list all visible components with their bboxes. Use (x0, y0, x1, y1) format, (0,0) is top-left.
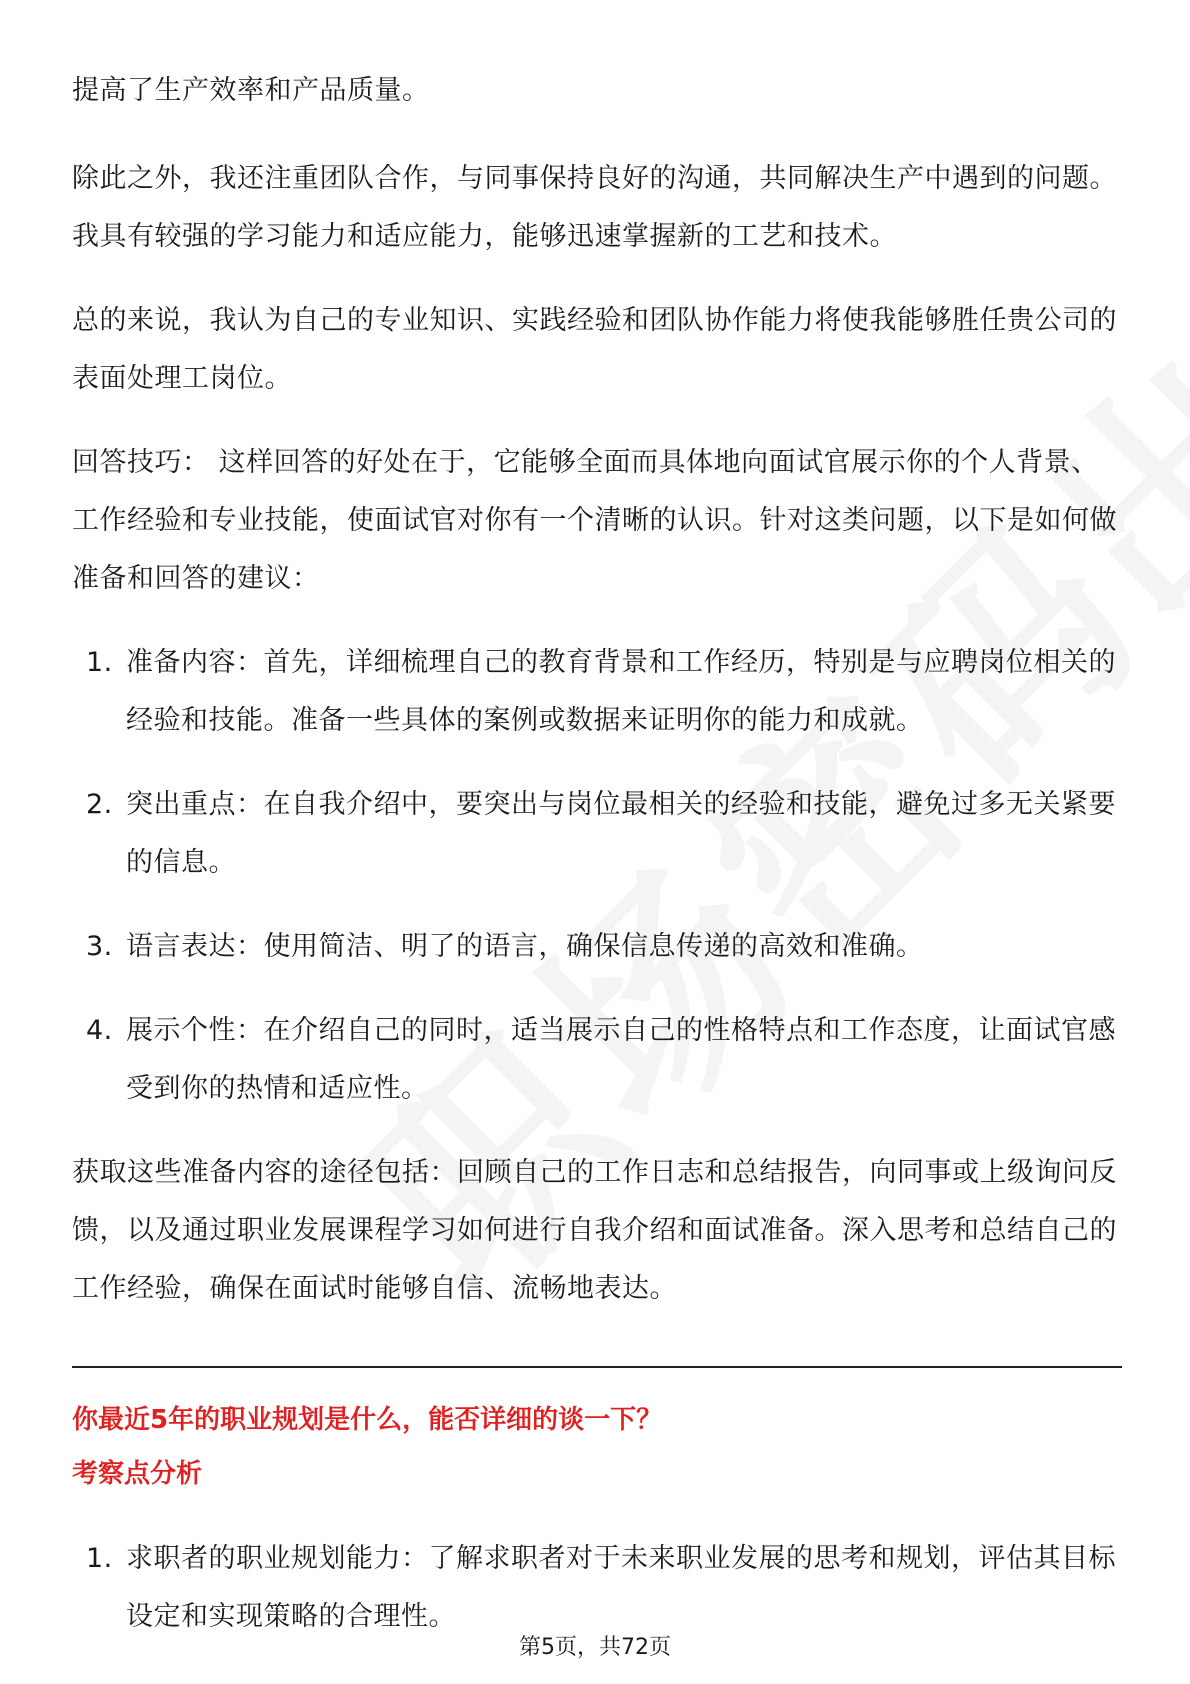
page-content (72, 62, 1122, 1672)
section-divider (72, 1366, 1122, 1368)
list-number: 1. (86, 647, 113, 678)
list-number: 3. (86, 931, 113, 962)
paragraph-sources: 获取这些准备内容的途径包括：回顾自己的工作日志和总结报告，向同事或上级询问反馈，以及通过职业发展课程学习如何进行自我介绍和面试准备。深入思考和总结自己的工作经验，确保在面试时能够自信、流畅地表达。 (72, 1157, 1117, 1304)
list-item (72, 918, 1122, 976)
paragraph-continuation: 提高了生产效率和产品质量。 (72, 75, 430, 106)
list-item-text: 求职者的职业规划能力：了解求职者对于未来职业发展的思考和规划，评估其目标设定和实现策略的合理性。 (126, 1543, 1116, 1632)
list-item-text: 展示个性：在介绍自己的同时，适当展示自己的性格特点和工作态度，让面试官感受到你的热情和适应性。 (126, 1015, 1116, 1104)
paragraph-teamwork: 除此之外，我还注重团队合作，与同事保持良好的沟通，共同解决生产中遇到的问题。我具有较强的学习能力和适应能力，能够迅速掌握新的工艺和技术。 (72, 163, 1117, 252)
page-number: 第5页，共72页 (519, 1635, 671, 1660)
tips-list (72, 634, 1122, 1118)
question-title: 你最近5年的职业规划是什么，能否详细的谈一下？ (72, 1405, 663, 1435)
paragraph-answer-tips: 回答技巧： 这样回答的好处在于，它能够全面而具体地向面试官展示你的个人背景、工作经验和专业技能，使面试官对你有一个清晰的认识。针对这类问题，以下是如何做准备和回答的建议： (72, 447, 1117, 594)
list-item-text: 语言表达：使用简洁、明了的语言，确保信息传递的高效和准确。 (126, 931, 924, 962)
analysis-title: 考察点分析 (72, 1459, 203, 1489)
list-item (72, 634, 1122, 750)
list-item-text: 突出重点：在自我介绍中，要突出与岗位最相关的经验和技能，避免过多无关紧要的信息。 (126, 789, 1116, 878)
list-item (72, 1530, 1122, 1646)
list-number: 2. (86, 789, 113, 820)
paragraph-summary: 总的来说，我认为自己的专业知识、实践经验和团队协作能力将使我能够胜任贵公司的表面处理工岗位。 (72, 305, 1117, 394)
list-item (72, 776, 1122, 892)
list-item-text: 准备内容：首先，详细梳理自己的教育背景和工作经历，特别是与应聘岗位相关的经验和技能。准备一些具体的案例或数据来证明你的能力和成就。 (126, 647, 1116, 736)
list-item (72, 1002, 1122, 1118)
list-number: 4. (86, 1015, 113, 1046)
analysis-list (72, 1530, 1122, 1646)
list-number: 1. (86, 1543, 113, 1574)
